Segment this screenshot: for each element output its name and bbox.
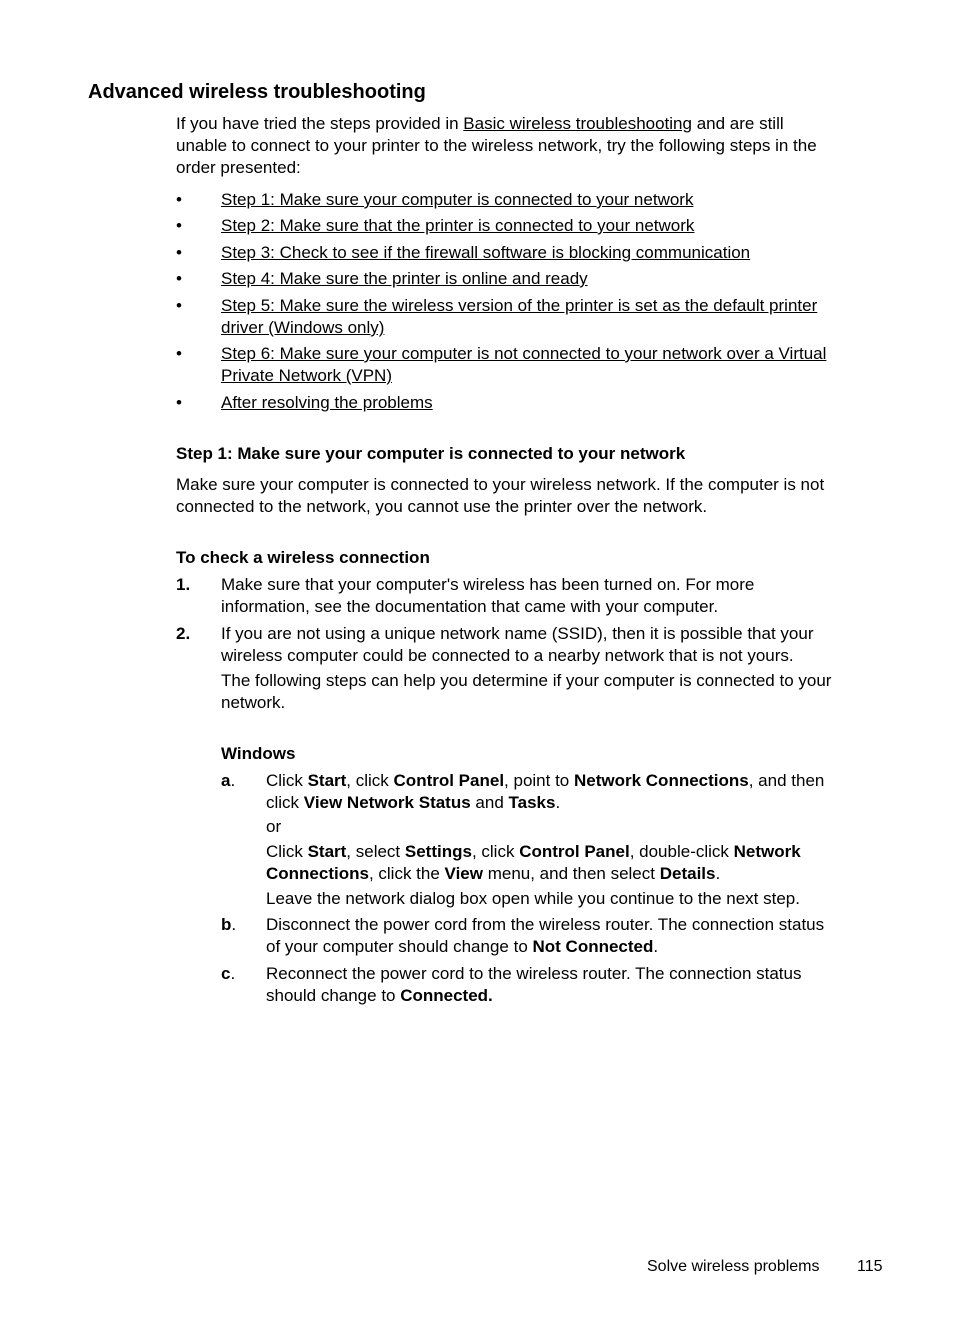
letter-dot: . bbox=[230, 964, 236, 983]
letter: a bbox=[221, 771, 231, 790]
sub-a-line-4: Connections, click the View menu, and then select Details. bbox=[266, 864, 721, 883]
sub-b-line-2: of your computer should change to Not Connected. bbox=[266, 937, 659, 956]
sub-a-or: or bbox=[266, 817, 282, 836]
intro-text: If you have tried the steps provided in bbox=[176, 114, 464, 133]
sub-a-line-1: Click Start, click Control Panel, point to Network Connections, and then bbox=[266, 771, 825, 790]
bullet: • bbox=[176, 216, 182, 235]
sub-b-line-1: Disconnect the power cord from the wireless router. The connection status bbox=[266, 915, 825, 934]
step-link-item bbox=[221, 295, 891, 339]
step1-line: connected to the network, you cannot use the printer over the network. bbox=[176, 497, 708, 516]
step1-paragraph bbox=[176, 474, 888, 518]
step4-link[interactable]: Step 4: Make sure the printer is online and ready bbox=[221, 269, 588, 288]
letter-dot: . bbox=[230, 771, 236, 790]
bullet: • bbox=[176, 243, 182, 262]
step1-line: Make sure your computer is connected to your wireless network. If the computer is not bbox=[176, 475, 825, 494]
step6-link-cont[interactable]: Private Network (VPN) bbox=[221, 366, 392, 385]
intro-paragraph bbox=[176, 113, 888, 179]
intro-line-2: unable to connect to your printer to the wireless network, try the following steps in the bbox=[176, 136, 817, 155]
check-item-1 bbox=[221, 574, 891, 618]
step-link-item bbox=[221, 215, 891, 237]
bullet: • bbox=[176, 344, 182, 363]
step-link-item bbox=[221, 392, 891, 414]
step5-link-cont[interactable]: driver (Windows only) bbox=[221, 318, 385, 337]
after-resolving-link[interactable]: After resolving the problems bbox=[221, 393, 433, 412]
sub-c-line-2: should change to Connected. bbox=[266, 986, 493, 1005]
sub-item-b bbox=[266, 914, 891, 958]
step-link-item bbox=[221, 343, 891, 387]
page-number: 115 bbox=[857, 1258, 883, 1275]
item-number: 1. bbox=[176, 575, 191, 594]
step-link-item bbox=[221, 242, 891, 264]
check-item-2-note bbox=[221, 670, 891, 714]
intro-line-3: order presented: bbox=[176, 158, 301, 177]
step-link-item bbox=[221, 189, 891, 211]
step2-link[interactable]: Step 2: Make sure that the printer is connected to your network bbox=[221, 216, 695, 235]
step-link-item bbox=[221, 268, 891, 290]
step3-link[interactable]: Step 3: Check to see if the firewall software is blocking communication bbox=[221, 243, 751, 262]
bullet: • bbox=[176, 393, 182, 412]
item-line: wireless computer could be connected to a nearby network that is not yours. bbox=[221, 646, 794, 665]
sub-letter-b bbox=[221, 914, 236, 936]
item-line: network. bbox=[221, 693, 286, 712]
letter-dot: . bbox=[231, 915, 237, 934]
sub-a-line-2: click View Network Status and Tasks. bbox=[266, 793, 561, 812]
item-line: information, see the documentation that came with your computer. bbox=[221, 597, 719, 616]
item-line: The following steps can help you determine if your computer is connected to your bbox=[221, 671, 832, 690]
sub-a-line-3: Click Start, select Settings, click Control Panel, double-click Network bbox=[266, 842, 801, 861]
check-item-2 bbox=[221, 623, 891, 667]
step1-link[interactable]: Step 1: Make sure your computer is connected to your network bbox=[221, 190, 694, 209]
item-line: If you are not using a unique network name (SSID), then it is possible that your bbox=[221, 624, 814, 643]
letter: c bbox=[221, 964, 231, 983]
check-heading: To check a wireless connection bbox=[176, 548, 430, 567]
sub-a-line-5: Leave the network dialog box open while you continue to the next step. bbox=[266, 889, 800, 908]
sub-item-a bbox=[266, 770, 891, 814]
page-title: Advanced wireless troubleshooting bbox=[88, 81, 426, 103]
bullet: • bbox=[176, 190, 182, 209]
sub-item-a-alt bbox=[266, 841, 891, 885]
bullet: • bbox=[176, 296, 182, 315]
intro-text: and are still bbox=[691, 114, 784, 133]
item-number: 2. bbox=[176, 624, 191, 643]
basic-troubleshooting-link[interactable]: Basic wireless troubleshooting bbox=[463, 114, 692, 133]
step5-link[interactable]: Step 5: Make sure the wireless version of the printer is set as the default printer bbox=[221, 296, 818, 315]
intro-line-1 bbox=[176, 113, 888, 135]
bullet: • bbox=[176, 269, 182, 288]
windows-heading: Windows bbox=[221, 744, 296, 763]
sub-item-c bbox=[266, 963, 891, 1007]
sub-letter-a bbox=[221, 770, 235, 792]
sub-letter-c bbox=[221, 963, 235, 985]
sub-c-line-1: Reconnect the power cord to the wireless router. The connection status bbox=[266, 964, 802, 983]
letter: b bbox=[221, 915, 232, 934]
step1-heading: Step 1: Make sure your computer is connected to your network bbox=[176, 444, 686, 463]
footer-section-title: Solve wireless problems bbox=[647, 1258, 820, 1275]
step6-link[interactable]: Step 6: Make sure your computer is not connected to your network over a Virtual bbox=[221, 344, 827, 363]
item-line: Make sure that your computer's wireless has been turned on. For more bbox=[221, 575, 755, 594]
